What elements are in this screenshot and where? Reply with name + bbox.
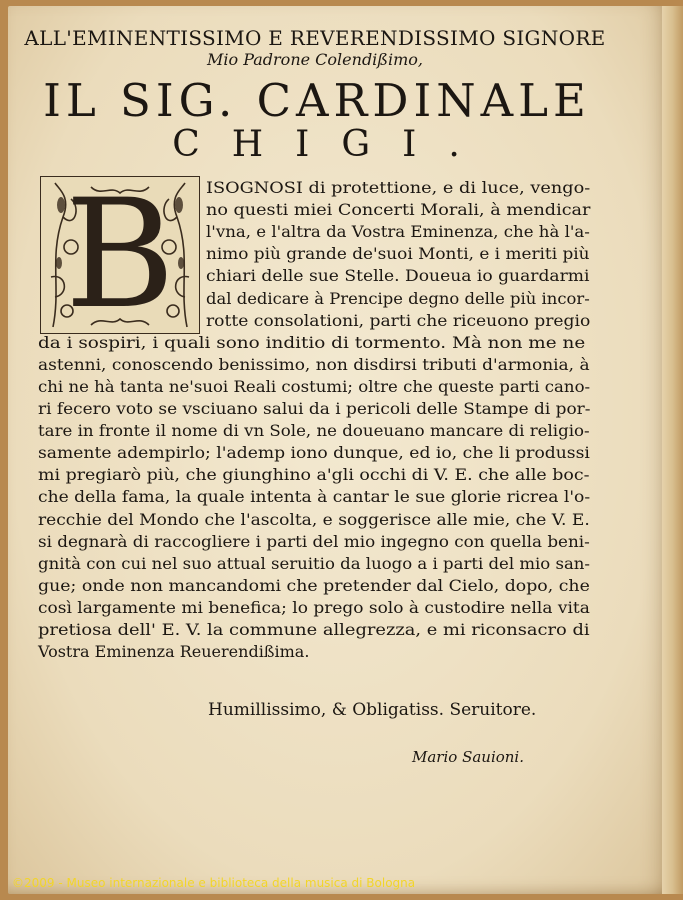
body-line: mi pregiarò più, che giunghino a'gli occhi di V. E. che alle boc- <box>38 465 590 485</box>
title-line-1: IL SIG. CARDINALE <box>43 74 591 127</box>
page-edge <box>662 6 683 894</box>
signature: Mario Sauioni. <box>412 748 525 766</box>
body-line: pretiosa dell' E. V. la commune allegrezza, e mi riconsacro di <box>38 620 590 639</box>
body-line: gnità con cui nel suo attual seruitio da luogo a i parti del mio san- <box>38 553 590 573</box>
dedication-heading: ALL'EMINENTISSIMO E REVERENDISSIMO SIGNORE <box>24 26 606 50</box>
body-line: ISOGNOSI di protettione, e di luce, vengo- <box>206 178 591 197</box>
body-line: da i sospiri, i quali sono inditio di tormento. Mà non me ne <box>38 332 586 352</box>
body-line: si degnarà di raccogliere i parti del mio ingegno con quella beni- <box>38 531 590 551</box>
body-line: nimo più grande de'suoi Monti, e i meriti più <box>206 244 590 264</box>
title-line-2: CHIGI. <box>172 124 492 165</box>
body-line: dal dedicare à Prencipe degno delle più incor- <box>206 288 590 308</box>
body-line: recchie del Mondo che l'ascolta, e soggerisce alle mie, che V. E. <box>38 509 590 529</box>
body-line: chiari delle sue Stelle. Doueua io guardarmi <box>206 266 590 286</box>
body-line: l'vna, e l'altra da Vostra Eminenza, che hà l'a- <box>206 222 590 242</box>
body-line: Vostra Eminenza Reuerendißima. <box>38 642 310 662</box>
body-line: astenni, conoscendo benissimo, non disdirsi tributi d'armonia, à <box>38 354 590 374</box>
body-line: che della fama, la quale intenta à cantar le sue glorie ricrea l'o- <box>38 487 591 507</box>
copyright-notice: ©2009 - Museo internazionale e biblioteca della musica di Bologna <box>12 876 416 890</box>
body-line: tare in fronte il nome di vn Sole, ne doueuano mancare di religio- <box>38 421 590 441</box>
body-line: rotte consolationi, parti che riceuono pregio <box>206 310 591 330</box>
body-line: no questi miei Concerti Morali, à mendicar <box>206 200 591 220</box>
initial-letter: B <box>64 168 176 342</box>
body-line: gue; onde non mancandomi che pretender dal Cielo, dopo, che <box>38 575 590 595</box>
body-line: così largamente mi benefica; lo prego solo à custodire nella vita <box>38 597 590 617</box>
decorated-initial <box>40 168 200 342</box>
closing-formula: Humillissimo, & Obligatiss. Seruitore. <box>208 700 537 720</box>
dedication-subtitle: Mio Padrone Colendißimo, <box>206 50 423 69</box>
body-line: ri fecero voto se vsciuano salui da i pericoli delle Stampe di por- <box>38 399 591 418</box>
body-line: chi ne hà tanta ne'suoi Reali costumi; oltre che queste parti cano- <box>38 376 591 396</box>
body-line: samente adempirlo; l'ademp iono dunque, ed io, che li produssi <box>38 443 590 463</box>
